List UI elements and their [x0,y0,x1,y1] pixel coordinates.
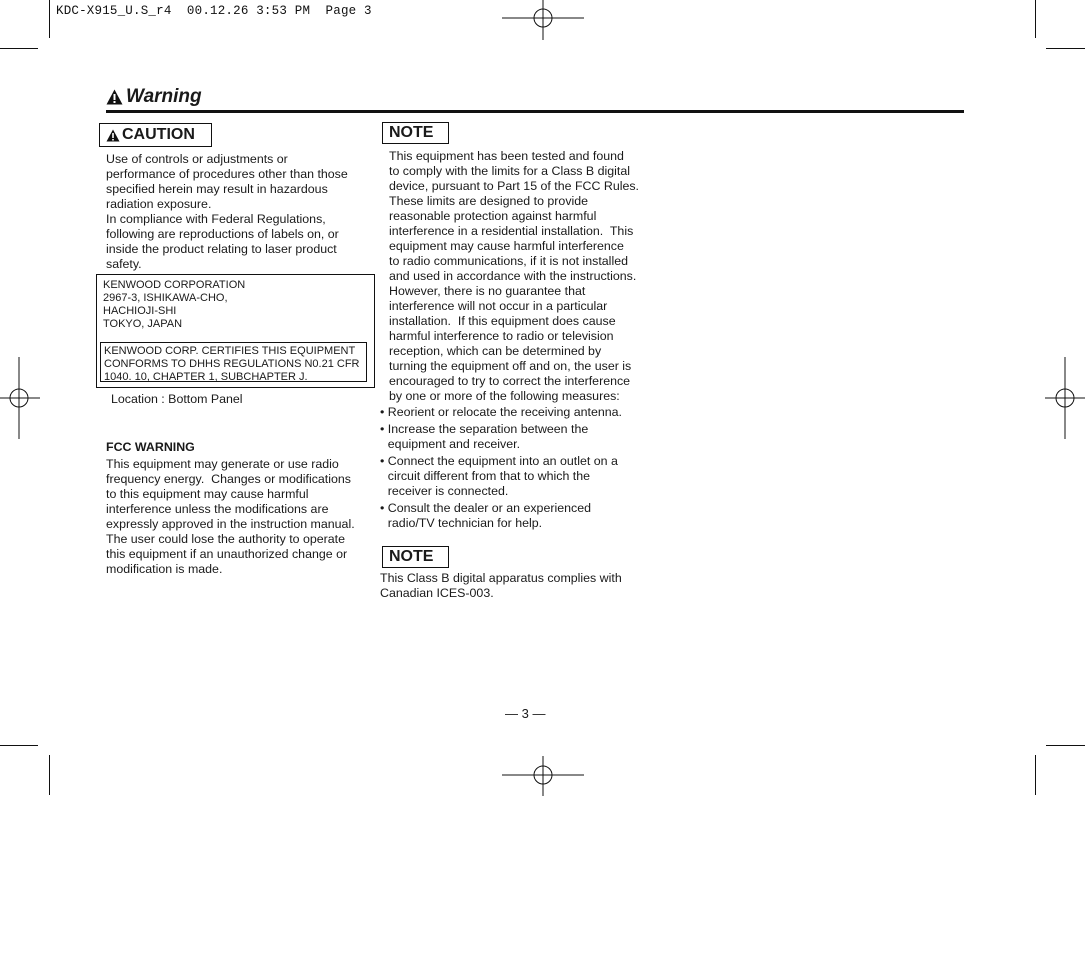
printer-slug: KDC-X915_U.S_r4 00.12.26 3:53 PM Page 3 [56,4,372,18]
laser-label [96,274,375,388]
caution-tag-label: CAUTION [122,126,195,143]
crop-mark [1046,48,1085,49]
warning-triangle-icon [106,129,120,142]
crop-mark [0,48,38,49]
label-certification: KENWOOD CORP. CERTIFIES THIS EQUIPMENT CONFORMS TO DHHS REGULATIONS N0.21 CFR 1040. 10, CHAPTER 1, SUBCHAPTER J. [100,342,367,382]
list-item-text: Connect the equipment into an outlet on a circuit different from that to which the receiver is connected. [387,454,618,498]
registration-mark [502,0,584,40]
note-tag [382,546,449,568]
list-item: • Increase the separation between the equipment and receiver. [380,422,589,451]
heading-text: Warning [126,86,202,107]
caution-text: Use of controls or adjustments or performance of procedures other than those specified herein may result in hazardous radiation exposure. In compliance with Federal Regulations, following are reproductions of labels on, or inside the product relating to laser product safety. [106,152,348,271]
warning-triangle-icon [106,89,123,105]
registration-mark [502,756,584,796]
list-item-text: Consult the dealer or an experienced radio/TV technician for help. [387,501,591,530]
list-item-text: Increase the separation between the equipment and receiver. [387,422,589,451]
note-tag-label: NOTE [389,548,434,565]
note-tag-label: NOTE [389,124,434,141]
section-heading [106,86,202,108]
note-text: This Class B digital apparatus complies with Canadian ICES-003. [380,571,622,600]
note-tag [382,122,449,144]
note-text: This equipment has been tested and found to comply with the limits for a Class B digital device, pursuant to Part 15 of the FCC Rules. These limits are designed to provide reasonable protection against harmful interference in a residential installation. This equipment may cause harmful interference to radio communications, if it is not installed and used in accordance with the instructions. However, there is no guarantee that interference will not occur in a particular installation. If this equipment does cause harmful interference to radio or television reception, which can be determined by turning the equipment off and on, the user is encouraged to try to correct the interference by one or more of the following measures: [389,149,640,403]
registration-mark [1045,357,1085,439]
fcc-title: FCC WARNING [106,440,195,454]
crop-mark [1035,0,1036,38]
crop-mark [1035,755,1036,795]
registration-mark [0,357,40,439]
page-number: — 3 — [505,706,546,721]
caution-tag [99,123,212,147]
list-item-text: Reorient or relocate the receiving antenna. [387,405,622,419]
crop-mark [1046,745,1085,746]
list-item: • Consult the dealer or an experienced radio/TV technician for help. [380,501,591,530]
heading-rule [106,110,964,113]
crop-mark [49,755,50,795]
crop-mark [49,0,50,38]
crop-mark [0,745,38,746]
list-item: • Connect the equipment into an outlet on a circuit different from that to which the receiver is connected. [380,454,618,498]
fcc-text: This equipment may generate or use radio frequency energy. Changes or modifications to this equipment may cause harmful interference unless the modifications are expressly approved in the instruction manual. The user could lose the authority to operate this equipment if an unauthorized change or modification is made. [106,457,355,576]
list-item: • Reorient or relocate the receiving antenna. [380,405,622,419]
label-location: Location : Bottom Panel [111,392,243,406]
label-address: KENWOOD CORPORATION 2967-3, ISHIKAWA-CHO, HACHIOJI-SHI TOKYO, JAPAN [103,279,246,330]
